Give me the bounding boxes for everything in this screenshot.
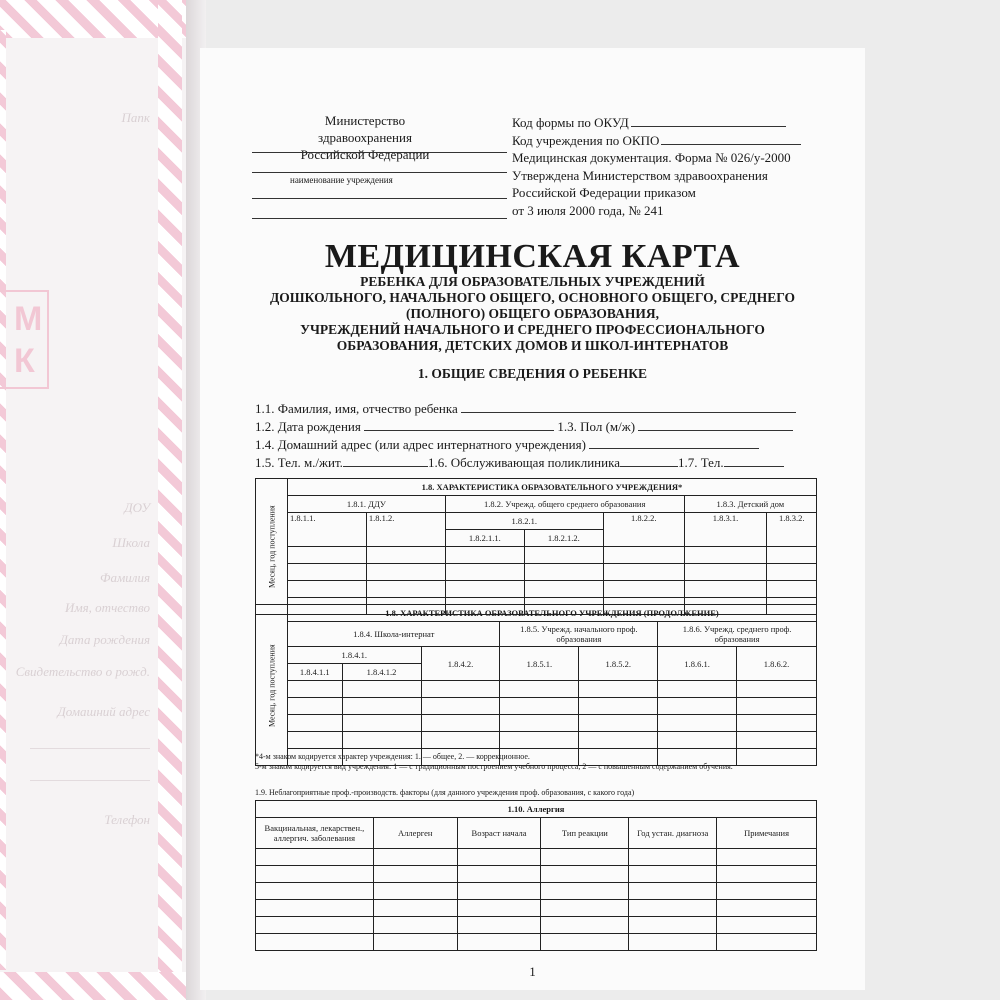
col-header: 1.8.4.2.	[421, 647, 500, 681]
subtitle-line: ОБРАЗОВАНИЯ, ДЕТСКИХ ДОМОВ И ШКОЛ-ИНТЕРНАТОВ	[336, 338, 729, 353]
col-header: 1.8.1.2.	[366, 513, 445, 547]
table-row[interactable]	[256, 715, 817, 732]
footnote-1: *4-м знаком кодируется характер учреждения: 1. — общее, 2. — коррекционное.	[255, 752, 530, 761]
admission-date-header: Месяц, год поступления	[256, 605, 288, 766]
cover-ghost-label: Свидетельство о рожд.	[15, 664, 150, 679]
col-header: 1.8.3.1.	[684, 513, 767, 547]
phone-field[interactable]: 1.5. Тел. м./жит. 1.6. Обслуживающая поликлиника 1.7. Тел.	[255, 454, 796, 472]
subtitle-line: УЧРЕЖДЕНИЙ НАЧАЛЬНОГО И СРЕДНЕГО ПРОФЕССИОНАЛЬНОГО	[300, 322, 765, 337]
institution-table-1	[255, 478, 817, 615]
col-header: 1.8.6.2.	[737, 647, 817, 681]
col-header: 1.8.4.1.2	[342, 664, 421, 681]
col-header: 1.8.4.1.1	[288, 664, 343, 681]
general-info-fields	[255, 400, 796, 472]
approval-line: Российской Федерации приказом	[512, 185, 696, 200]
ministry-line: Министерство здравоохранения	[318, 113, 412, 145]
left-cover	[0, 0, 190, 1000]
cover-ghost-label: ДОУ	[124, 500, 150, 515]
full-name-field[interactable]: 1.1. Фамилия, имя, отчество ребенка	[255, 400, 796, 418]
institution-label: наименование учреждения	[290, 175, 393, 185]
institution-line[interactable]	[252, 218, 507, 219]
cover-ghost-label: Телефон	[104, 812, 150, 827]
allergy-title: 1.10. Аллергия	[256, 801, 817, 818]
form-number: Медицинская документация. Форма № 026/у-2000	[512, 150, 791, 165]
col-header: Год устан. диагноза	[629, 818, 717, 849]
cover-ghost-label: Папк	[121, 110, 150, 125]
subtitle-line: ДОШКОЛЬНОГО, НАЧАЛЬНОГО ОБЩЕГО, ОСНОВНОГО ОБЩЕГО, СРЕДНЕГО	[270, 290, 795, 305]
clinic-field-label: 1.6. Обслуживающая поликлиника	[427, 455, 620, 470]
cover-stripes-right	[158, 0, 182, 1000]
table-row[interactable]	[256, 564, 817, 581]
col-header: Вакцинальная, лекарствен., аллергич. заболевания	[256, 818, 374, 849]
table-row[interactable]	[256, 866, 817, 883]
footnote-2: 5-м знаком кодируется вид учреждения: 1 — с традиционным построением учебного процесса, 2 — с повышенным содержанием обучения.	[255, 762, 733, 771]
col-header: 1.8.3.2.	[767, 513, 817, 547]
col-group-general-school: 1.8.2. Учрежд. общего среднего образования	[445, 496, 684, 513]
col-header: 1.8.5.1.	[500, 647, 579, 681]
col-header: 1.8.2.1.	[445, 513, 603, 530]
table-1-title: 1.8. ХАРАКТЕРИСТИКА ОБРАЗОВАТЕЛЬНОГО УЧРЕЖДЕНИЯ*	[288, 479, 817, 496]
institution-table-2	[255, 604, 817, 766]
cover-title-letters: М К	[14, 300, 43, 380]
table-row[interactable]	[256, 698, 817, 715]
ministry-line: Российской Федерации	[300, 147, 430, 162]
sex-field-label: 1.3. Пол (м/ж)	[557, 419, 636, 434]
allergy-table	[255, 800, 817, 951]
table-2-title: 1.8. ХАРАКТЕРИСТИКА ОБРАЗОВАТЕЛЬНОГО УЧРЕЖДЕНИЯ (ПРОДОЛЖЕНИЕ)	[288, 605, 817, 622]
subtitle-line: РЕБЕНКА ДЛЯ ОБРАЗОВАТЕЛЬНЫХ УЧРЕЖДЕНИЙ	[360, 274, 705, 289]
table-row[interactable]	[256, 917, 817, 934]
section-1-title: 1. ОБЩИЕ СВЕДЕНИЯ О РЕБЕНКЕ	[417, 366, 648, 381]
col-group-primary-vocational: 1.8.5. Учрежд. начального проф. образования	[500, 622, 658, 647]
col-group-secondary-vocational: 1.8.6. Учрежд. среднего проф. образования	[658, 622, 817, 647]
document-title: МЕДИЦИНСКАЯ КАРТА	[324, 238, 741, 275]
table-row[interactable]	[256, 732, 817, 749]
document-subtitle	[230, 274, 835, 354]
cover-ghost-line	[30, 748, 150, 749]
table-row[interactable]	[256, 681, 817, 698]
cover-ghost-label: Фамилия	[100, 570, 150, 585]
cover-ghost-label: Имя, отчество	[64, 600, 150, 615]
cover-stripes-left	[0, 30, 6, 970]
cover-ghost-label: Домашний адрес	[57, 704, 150, 719]
table-row[interactable]	[256, 581, 817, 598]
col-header: Тип реакции	[541, 818, 629, 849]
birth-date-field[interactable]: 1.2. Дата рождения 1.3. Пол (м/ж)	[255, 418, 796, 436]
table-row[interactable]	[256, 900, 817, 917]
col-header: 1.8.6.1.	[658, 647, 737, 681]
clinic-phone-label: 1.7. Тел.	[677, 455, 724, 470]
col-group-ddu: 1.8.1. ДДУ	[288, 496, 446, 513]
col-header: 1.8.1.1.	[288, 513, 367, 547]
admission-date-header: Месяц, год поступления	[256, 479, 288, 615]
col-group-boarding-school: 1.8.4. Школа-интернат	[288, 622, 500, 647]
okud-code: Код формы по ОКУД	[512, 114, 801, 132]
approval-date: от 3 июля 2000 года, № 241	[512, 202, 664, 218]
col-header: Возраст начала	[457, 818, 541, 849]
col-header: 1.8.4.1.	[288, 647, 422, 664]
table-row[interactable]	[256, 934, 817, 951]
col-group-orphanage: 1.8.3. Детский дом	[684, 496, 816, 513]
cover-ghost-label: Дата рождения	[59, 632, 150, 647]
col-header: Аллерген	[373, 818, 457, 849]
col-header: 1.8.2.2.	[603, 513, 684, 547]
ministry-block	[280, 112, 450, 163]
col-header: 1.8.2.1.2.	[524, 530, 603, 547]
institution-line[interactable]	[252, 152, 507, 153]
approval-line: Утверждена Министерством здравоохранения	[512, 167, 768, 183]
document-page	[200, 48, 865, 990]
cover-ghost-label: Школа	[112, 535, 150, 550]
page-number: 1	[529, 964, 536, 979]
subtitle-line: (ПОЛНОГО) ОБЩЕГО ОБРАЗОВАНИЯ,	[406, 306, 659, 321]
col-header: 1.8.5.2.	[579, 647, 658, 681]
col-header: Примечания	[717, 818, 817, 849]
table-row[interactable]	[256, 849, 817, 866]
table-row[interactable]	[256, 547, 817, 564]
col-header: 1.8.2.1.1.	[445, 530, 524, 547]
cover-ghost-line	[30, 780, 150, 781]
form-codes	[512, 114, 801, 219]
institution-line[interactable]	[252, 172, 507, 173]
cover-stripes-bottom	[0, 972, 190, 1000]
home-address-field[interactable]: 1.4. Домашний адрес (или адрес интернатного учреждения)	[255, 436, 796, 454]
table-row[interactable]	[256, 883, 817, 900]
institution-line[interactable]	[252, 198, 507, 199]
okpo-code: Код учреждения по ОКПО	[512, 132, 801, 150]
vocational-factors-label: 1.9. Неблагоприятные проф.-производств. факторы (для данного учреждения проф. образования, с какого года)	[255, 788, 635, 797]
